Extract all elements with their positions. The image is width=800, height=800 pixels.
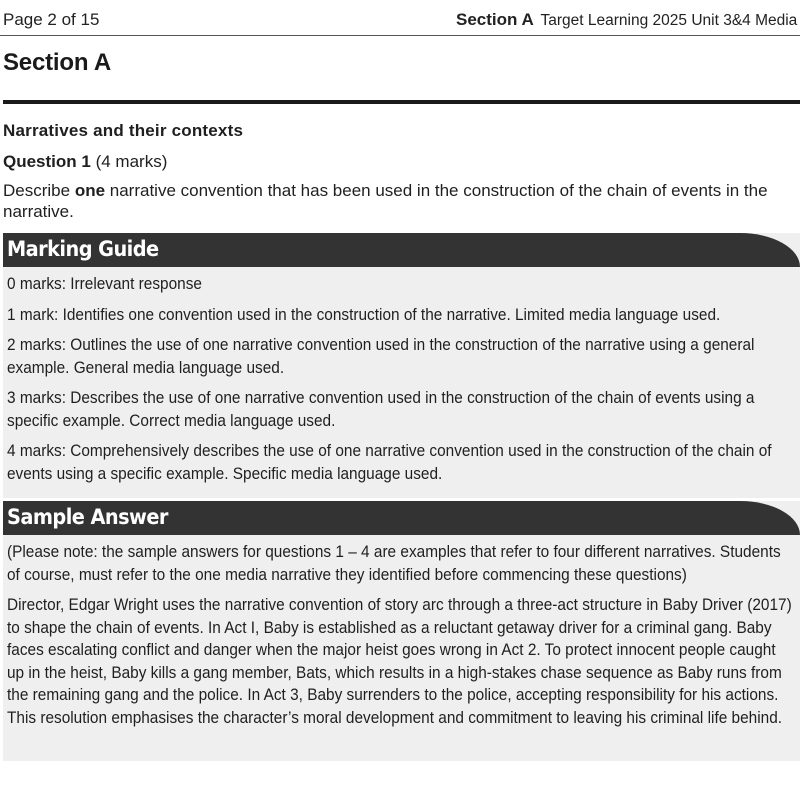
running-title [456, 10, 797, 30]
marking-criterion-4: 4 marks: Comprehensively describes the use of one narrative convention used in the construction of the chain of events using a specific example. Specific media language used. [7, 441, 772, 483]
marking-guide-panel [3, 233, 800, 498]
question-label [3, 152, 167, 172]
section-divider [3, 100, 800, 104]
question-number: Question 1 [3, 152, 91, 171]
running-document-title: Target Learning 2025 Unit 3&4 Media [540, 12, 798, 29]
prompt-text-start: Describe [3, 181, 75, 200]
sample-answer-body [3, 535, 800, 729]
marking-criterion-3: 3 marks: Describes the use of one narrative convention used in the construction of the chain of events using a specific example. Correct media language used. [7, 388, 755, 430]
marking-guide-body [3, 267, 800, 485]
marking-guide-title: Marking Guide [7, 237, 159, 261]
sample-answer-text: Director, Edgar Wright uses the narrative convention of story arc through a three-act structure in Baby Driver (2017) to shape the chain of events. In Act I, Baby is established as a reluctant getaway driver for a criminal gang. Baby faces escalating conflict and danger when the major heist goes wrong in Act 2. To protect innocent people caught up in the heist, Baby kills a gang member, Bats, which results in a high-stakes chase sequence as Baby runs from the remaining gang and the police. In Act 3, Baby surrenders to the police, accepting responsibility for his actions. This resolution emphasises the character’s moral development and commitment to leaving his criminal life behind. [7, 595, 792, 727]
sample-answer-title: Sample Answer [7, 505, 168, 529]
sample-answer-header [3, 501, 800, 535]
question-marks: (4 marks) [95, 152, 168, 171]
page-number: Page 2 of 15 [3, 10, 100, 29]
prompt-text-end: narrative convention that has been used in the construction of the chain of events in the narrative. [3, 181, 768, 221]
marking-criterion-1: 1 mark: Identifies one convention used in the construction of the narrative. Limited media language used. [7, 304, 721, 324]
marking-guide-header [3, 233, 800, 267]
topic-heading: Narratives and their contexts [3, 121, 244, 140]
sample-answer-note: (Please note: the sample answers for questions 1 – 4 are examples that refer to four different narratives. Students of course, must refer to the one media narrative they identified before commencing these questions) [7, 542, 781, 584]
page-header [0, 0, 800, 36]
section-heading: Section A [3, 49, 111, 76]
running-section-label: Section A [456, 10, 534, 29]
question-prompt [3, 180, 795, 222]
marking-criterion-0: 0 marks: Irrelevant response [7, 274, 202, 293]
prompt-emphasis: one [74, 181, 106, 200]
marking-criterion-2: 2 marks: Outlines the use of one narrative convention used in the construction of the narrative using a general example. General media language used. [7, 335, 755, 377]
sample-answer-panel [3, 501, 800, 761]
